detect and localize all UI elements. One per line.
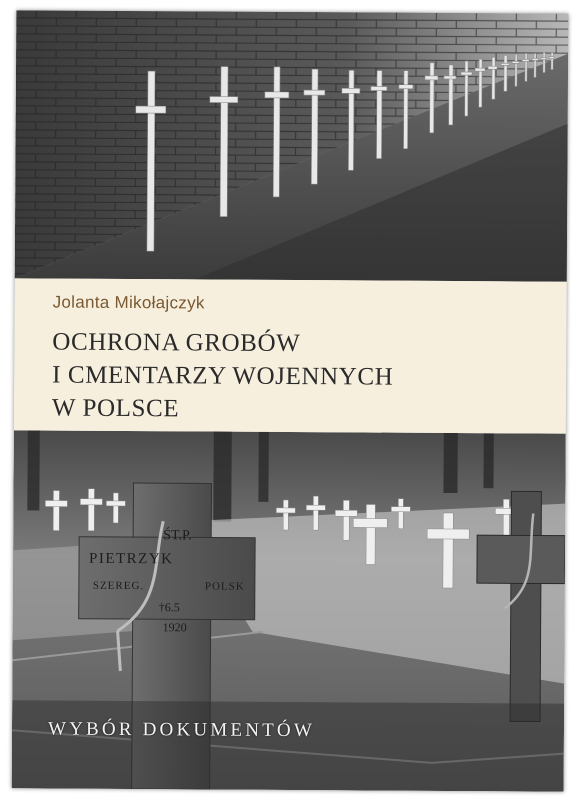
- title-band: [14, 278, 567, 433]
- book-cover: [12, 10, 569, 791]
- title-line-1: OCHRONA GROBÓW: [52, 328, 301, 358]
- cross-inscription-line4: POLSK: [204, 580, 245, 593]
- top-photo-brick-wall-crosses: [15, 10, 569, 281]
- cross-inscription-line6: 1920: [162, 620, 187, 635]
- subtitle: WYBÓR DOKUMENTÓW: [47, 718, 316, 742]
- title-line-2: I CMENTARZY WOJENNYCH: [52, 361, 394, 391]
- bottom-photo-cemetery: [12, 430, 566, 791]
- cross-inscription-line2: PIETRZYK: [88, 550, 174, 568]
- author-name: Jolanta Mikołajczyk: [52, 292, 205, 313]
- cross-inscription-line1: ŚT.P.: [163, 528, 192, 544]
- cross-inscription-line3: SZEREG.: [92, 579, 145, 593]
- cross-inscription-line5: †6.5: [158, 600, 180, 615]
- title-line-3: W POLSCE: [51, 394, 180, 423]
